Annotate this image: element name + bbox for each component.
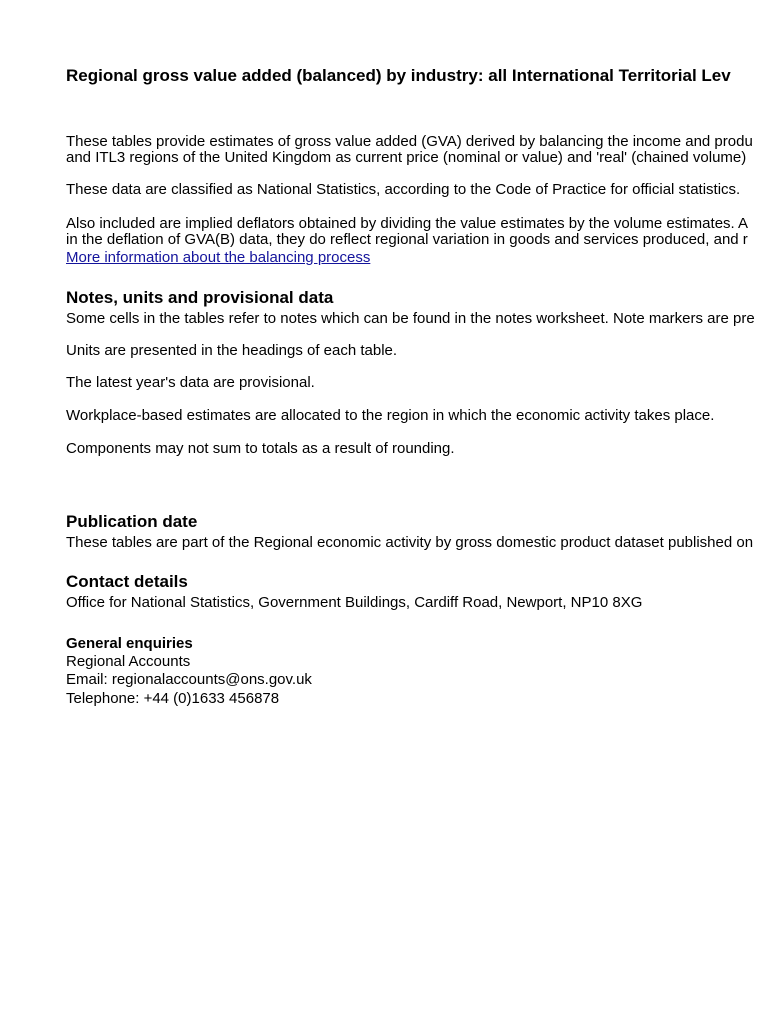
intro-paragraph-2: These data are classified as National Statistics, according to the Code of Practice for official statistics. [66, 181, 741, 198]
contact-team: Regional Accounts [66, 653, 191, 670]
notes-paragraph-4: Workplace-based estimates are allocated to the region in which the economic activity takes place. [66, 407, 715, 424]
contact-address: Office for National Statistics, Government Buildings, Cardiff Road, Newport, NP10 8XG [66, 594, 643, 611]
contact-details-heading: Contact details [66, 572, 188, 591]
general-enquiries-heading: General enquiries [66, 635, 193, 652]
contact-telephone: Telephone: +44 (0)1633 456878 [66, 690, 280, 707]
notes-paragraph-5: Components may not sum to totals as a result of rounding. [66, 440, 455, 457]
publication-date-heading: Publication date [66, 512, 198, 531]
cover-sheet [66, 0, 768, 1024]
notes-heading: Notes, units and provisional data [66, 288, 334, 307]
notes-paragraph-2: Units are presented in the headings of each table. [66, 342, 398, 359]
publication-date-text: These tables are part of the Regional economic activity by gross domestic product dataset published on [66, 534, 754, 551]
notes-paragraph-3: The latest year's data are provisional. [66, 374, 315, 391]
intro-paragraph-1-line-1: These tables provide estimates of gross value added (GVA) derived by balancing the income and produ [66, 133, 753, 150]
notes-paragraph-1: Some cells in the tables refer to notes which can be found in the notes worksheet. Note markers are pre [66, 310, 755, 327]
contact-email: Email: regionalaccounts@ons.gov.uk [66, 671, 312, 688]
intro-paragraph-3-line-1: Also included are implied deflators obtained by dividing the value estimates by the volume estimates. A [66, 215, 749, 232]
intro-paragraph-1-line-2: and ITL3 regions of the United Kingdom as current price (nominal or value) and 'real' (chained volume) [66, 149, 747, 166]
more-information-link[interactable]: More information about the balancing process [66, 249, 371, 266]
page-title: Regional gross value added (balanced) by industry: all International Territorial Lev [66, 66, 731, 85]
intro-paragraph-3-line-2: in the deflation of GVA(B) data, they do reflect regional variation in goods and services produced, and r [66, 231, 748, 248]
